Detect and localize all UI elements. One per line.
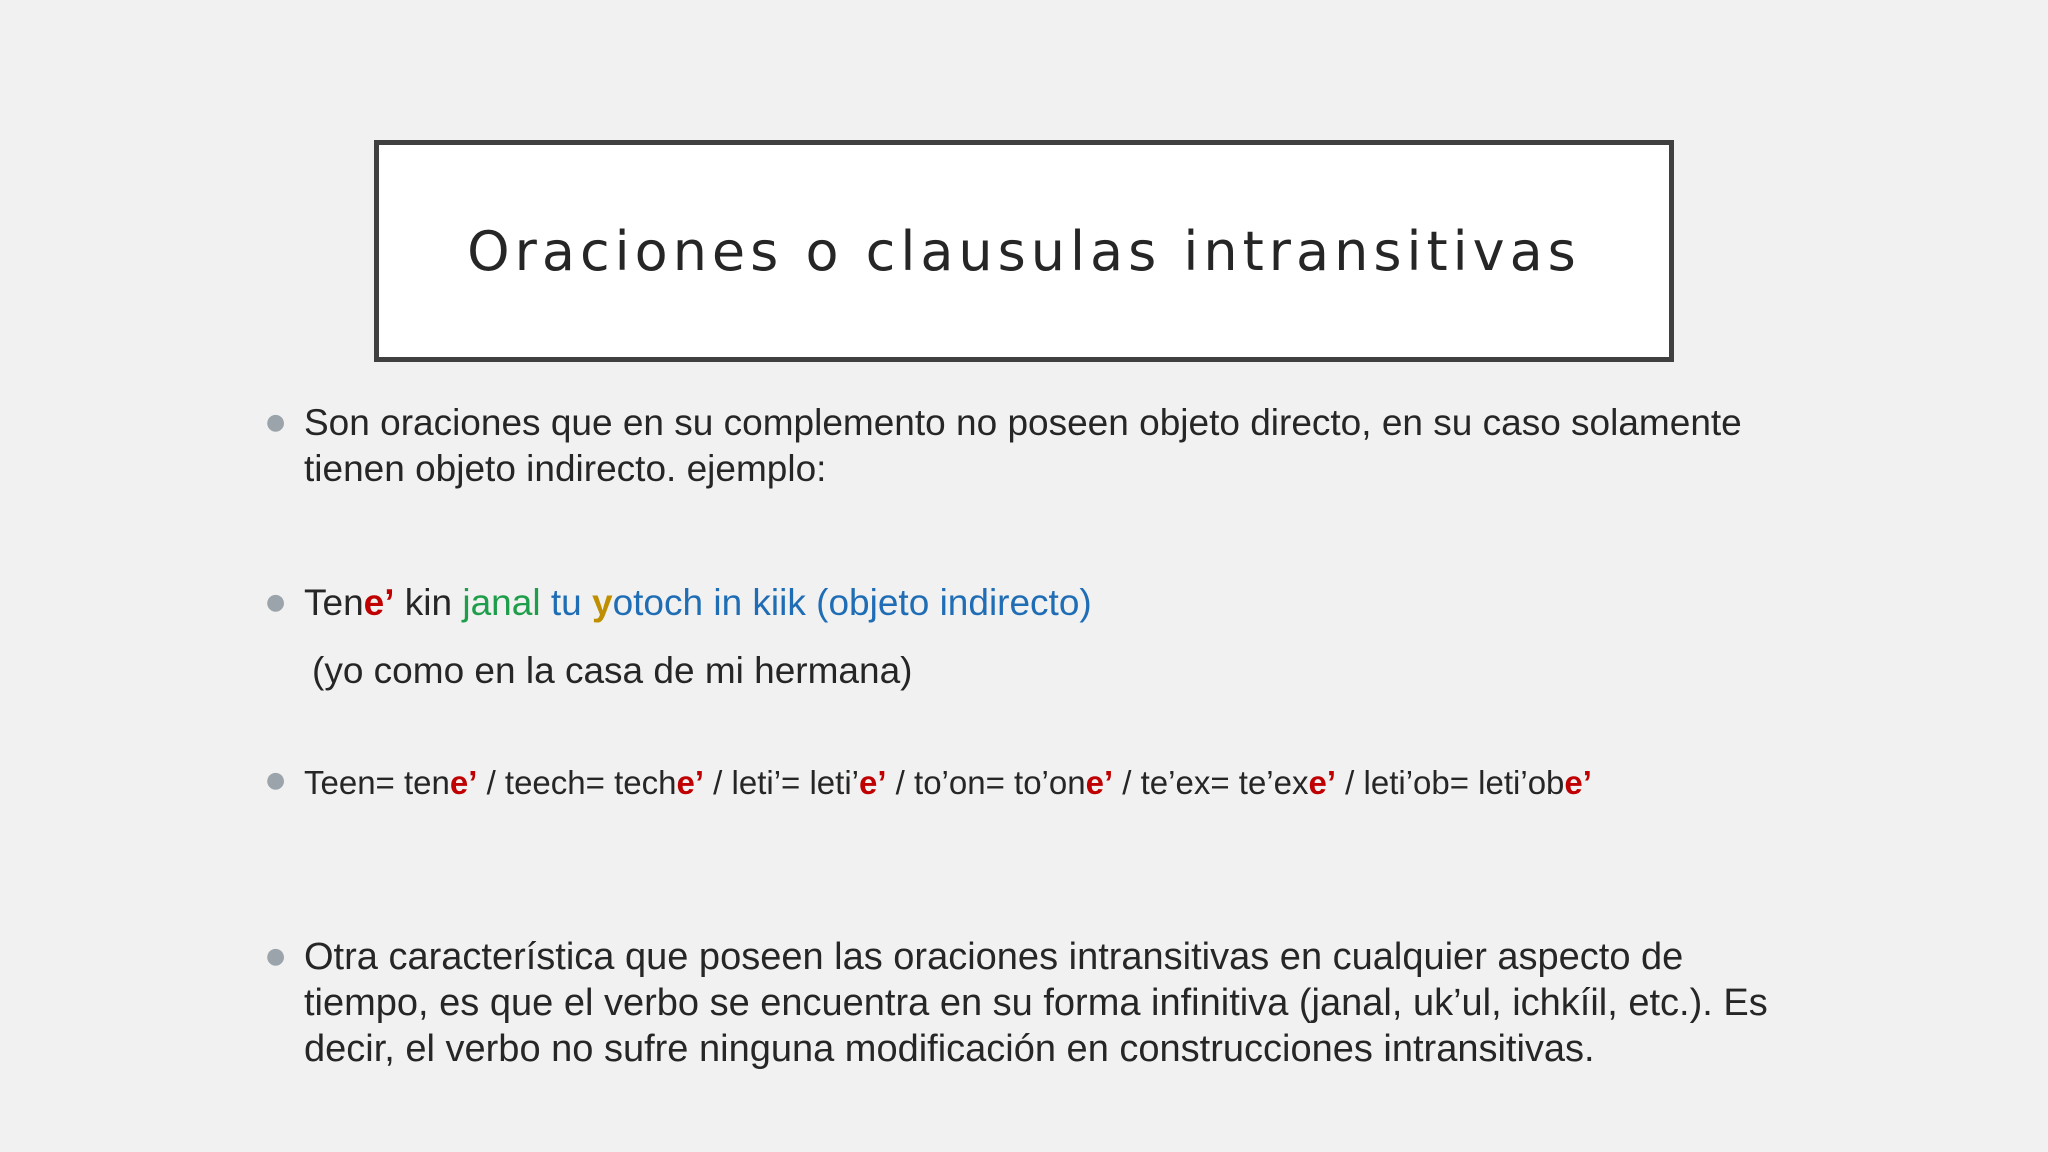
example-suffix-highlight: e’	[363, 582, 395, 623]
paragraph-example	[304, 580, 1764, 626]
conjugation-text: / teech= tech	[477, 764, 677, 801]
paragraph-definition: Son oraciones que en su complemento no poseen objeto directo, en su caso solamente tienen objeto indirecto. ejemplo:	[304, 402, 1742, 489]
example-word-part: Ten	[304, 582, 364, 623]
conjugation-text: / leti’= leti’	[704, 764, 859, 801]
conjugation-suffix: e’	[449, 764, 478, 801]
conjugation-text: / te’ex= te’ex	[1113, 764, 1309, 801]
conjugation-text: / leti’ob= leti’ob	[1336, 764, 1565, 801]
bullet-dot-icon: ●	[266, 768, 286, 793]
conjugation-suffix: e’	[1564, 764, 1592, 801]
conjugation-text: Teen= ten	[304, 764, 450, 801]
example-word-part: kin	[394, 582, 463, 623]
conjugation-suffix: e’	[1308, 764, 1337, 801]
title-box	[374, 140, 1674, 362]
example-possessive-highlight: y	[591, 582, 613, 623]
slide-title: Oraciones o clausulas intransitivas	[467, 219, 1581, 283]
example-indirect-object: otoch in kiik (objeto indirecto)	[612, 582, 1092, 623]
conjugation-suffix: e’	[1085, 764, 1114, 801]
bullet-dot-icon: ●	[266, 590, 286, 615]
conjugation-text: / to’on= to’on	[886, 764, 1086, 801]
conjugation-suffix: e’	[858, 764, 887, 801]
paragraph-characteristic: Otra característica que poseen las oraciones intransitivas en cualquier aspecto de tiempo, es que el verbo se encuentra en su forma infinitiva (janal, uk’ul, ichkíil, etc.). Es decir, el verbo no sufre ninguna modificación en construcciones intransitivas.	[304, 936, 1768, 1070]
example-preposition: tu	[540, 582, 592, 623]
conjugation-suffix: e’	[676, 764, 704, 801]
bullet-dot-icon: ●	[266, 410, 286, 435]
paragraph-translation: (yo como en la casa de mi hermana)	[312, 650, 913, 691]
bullet-dot-icon: ●	[266, 944, 286, 969]
example-verb-highlight: janal	[462, 582, 541, 623]
paragraph-conjugations	[304, 762, 1724, 804]
